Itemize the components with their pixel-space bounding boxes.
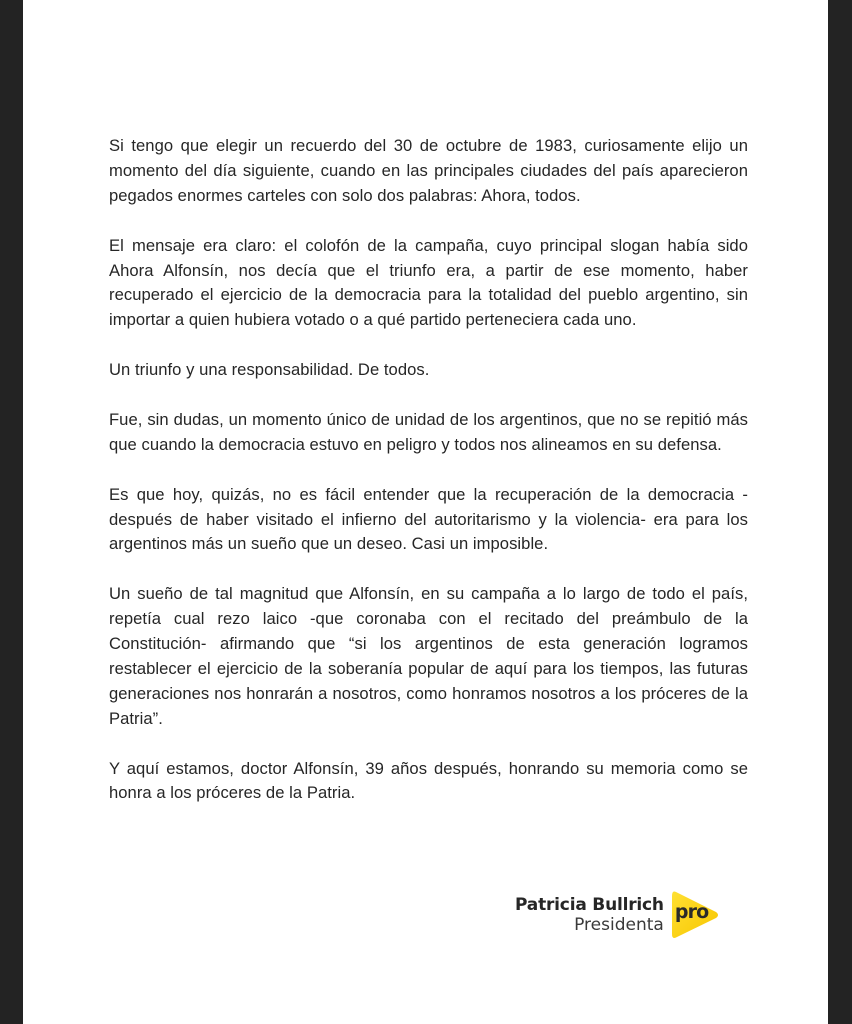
paragraph-2: El mensaje era claro: el colofón de la campaña, cuyo principal slogan había sido Ahora Alfonsín, nos decía que el triunfo era, a partir de ese momento, haber recuperado el ejercicio de la democracia para la totalidad del pueblo argentino, sin importar a quien hubiera votado o a qué partido perteneciera cada uno. xyxy=(109,235,748,330)
paragraph-7: Y aquí estamos, doctor Alfonsín, 39 años después, honrando su memoria como se honra a los próceres de la Patria. xyxy=(109,758,748,803)
signature-text xyxy=(515,895,664,935)
paragraph-3: Un triunfo y una responsabilidad. De todos. xyxy=(109,360,430,380)
signature-name: Patricia Bullrich xyxy=(515,895,664,915)
document-page xyxy=(23,0,828,1024)
signature-block xyxy=(515,888,720,942)
logo-text: pro xyxy=(674,901,709,923)
signature-title: Presidenta xyxy=(574,915,664,935)
paragraph-6: Un sueño de tal magnitud que Alfonsín, en su campaña a lo largo de todo el país, repetía cual rezo laico -que coronaba con el recitado del preámbulo de la Constitución- afirmando que “si los argentinos de esta generación logramos restablecer el ejercicio de la soberanía popular de aquí para los tiempos, las futuras generaciones nos honrarán a nosotros, como honramos nosotros a los próceres de la Patria”. xyxy=(109,584,748,728)
letter-body xyxy=(109,134,748,806)
paragraph-4: Fue, sin dudas, un momento único de unidad de los argentinos, que no se repitió más que cuando la democracia estuvo en peligro y todos nos alineamos en su defensa. xyxy=(109,409,748,454)
pro-party-logo xyxy=(670,888,720,942)
paragraph-5: Es que hoy, quizás, no es fácil entender que la recuperación de la democracia -después de haber visitado el infierno del autoritarismo y la violencia- era para los argentinos más un sueño que un deseo. Casi un imposible. xyxy=(109,484,748,554)
paragraph-1: Si tengo que elegir un recuerdo del 30 de octubre de 1983, curiosamente elijo un momento del día siguiente, cuando en las principales ciudades del país aparecieron pegados enormes carteles con solo dos palabras: Ahora, todos. xyxy=(109,136,748,205)
